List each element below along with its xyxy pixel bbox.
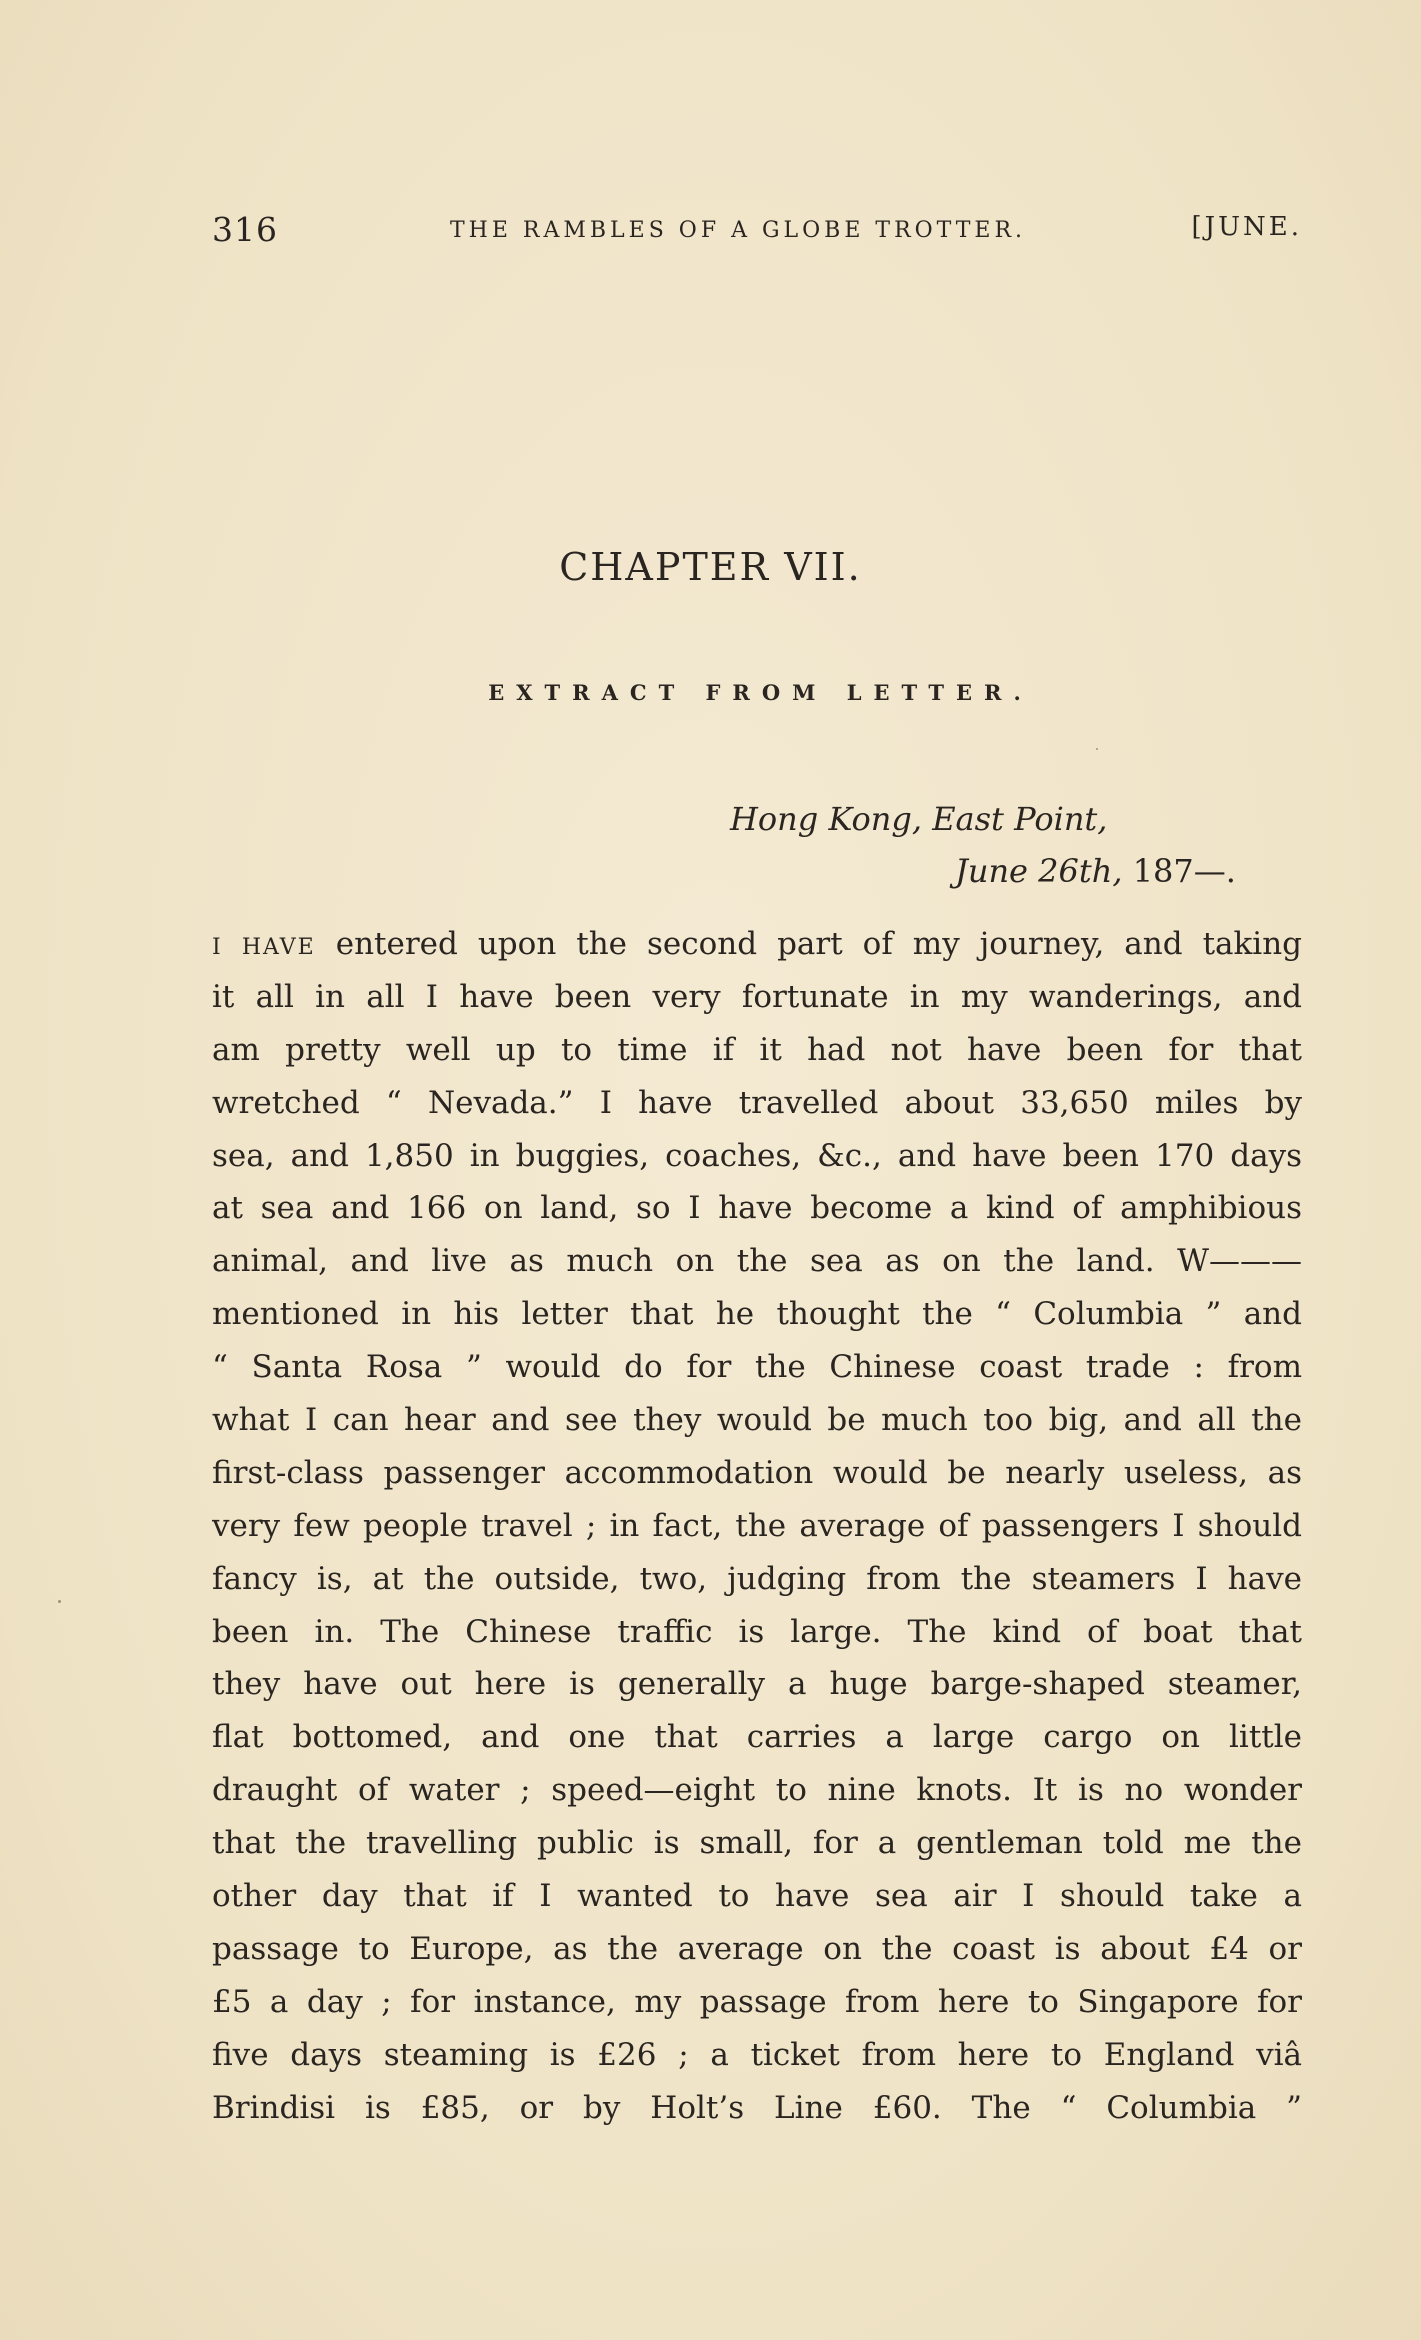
body-line: been in. The Chinese traffic is large. The kind of boat that bbox=[212, 1613, 1302, 1650]
body-line: very few people travel ; in fact, the average of passengers I should bbox=[212, 1507, 1302, 1544]
body-line: what I can hear and see they would be much too big, and all the bbox=[212, 1402, 1302, 1439]
body-line: five days steaming is £26 ; a ticket from here to England viâ bbox=[212, 2036, 1302, 2073]
paper-speck bbox=[58, 1600, 61, 1603]
body-line: Brindisi is £85, or by Holt’s Line £60. The “ Columbia ” bbox=[212, 2089, 1302, 2126]
dateline-date-italic: June 26th, bbox=[955, 852, 1123, 890]
body-line: flat bottomed, and one that carries a large cargo on little bbox=[212, 1719, 1302, 1756]
section-subheading: EXTRACT FROM LETTER. bbox=[488, 680, 1033, 705]
dateline-year: 187—. bbox=[1122, 852, 1236, 890]
body-line: first-class passenger accommodation would be nearly useless, as bbox=[212, 1454, 1302, 1491]
opening-smallcaps: I HAVE bbox=[212, 935, 316, 960]
body-line: wretched “ Nevada.” I have travelled about 33,650 miles by bbox=[212, 1084, 1302, 1121]
paper-speck bbox=[1096, 748, 1098, 750]
body-line: it all in all I have been very fortunate in my wanderings, and bbox=[212, 978, 1302, 1015]
chapter-title: CHAPTER VII. bbox=[559, 545, 862, 589]
body-line: that the travelling public is small, for a gentleman told me the bbox=[212, 1825, 1302, 1862]
body-line: they have out here is generally a huge barge-shaped steamer, bbox=[212, 1666, 1302, 1703]
page-number: 316 bbox=[212, 210, 278, 249]
body-line: at sea and 166 on land, so I have become a kind of amphibious bbox=[212, 1190, 1302, 1227]
body-line: fancy is, at the outside, two, judging from the steamers I have bbox=[212, 1560, 1302, 1597]
body-line: £5 a day ; for instance, my passage from here to Singapore for bbox=[212, 1983, 1302, 2020]
body-line: animal, and live as much on the sea as on the land. W——— bbox=[212, 1243, 1302, 1280]
body-line bbox=[212, 918, 1302, 971]
body-line: mentioned in his letter that he thought the “ Columbia ” and bbox=[212, 1296, 1302, 1333]
running-header bbox=[212, 210, 1302, 260]
body-line: sea, and 1,850 in buggies, coaches, &c., and have been 170 days bbox=[212, 1137, 1302, 1174]
dateline-place: Hong Kong, East Point, bbox=[730, 800, 1108, 838]
body-line: “ Santa Rosa ” would do for the Chinese coast trade : from bbox=[212, 1349, 1302, 1386]
body-line-text: entered upon the second part of my journey, and taking bbox=[315, 926, 1302, 962]
running-title: THE RAMBLES OF A GLOBE TROTTER. bbox=[450, 218, 1027, 243]
body-line: other day that if I wanted to have sea air I should take a bbox=[212, 1878, 1302, 1915]
body-line: draught of water ; speed—eight to nine knots. It is no wonder bbox=[212, 1772, 1302, 1809]
body-line: passage to Europe, as the average on the coast is about £4 or bbox=[212, 1930, 1302, 1967]
body-line: am pretty well up to time if it had not have been for that bbox=[212, 1031, 1302, 1068]
running-date: [JUNE. bbox=[1191, 212, 1302, 242]
dateline-date bbox=[955, 852, 1236, 890]
letter-body bbox=[212, 918, 1302, 2134]
